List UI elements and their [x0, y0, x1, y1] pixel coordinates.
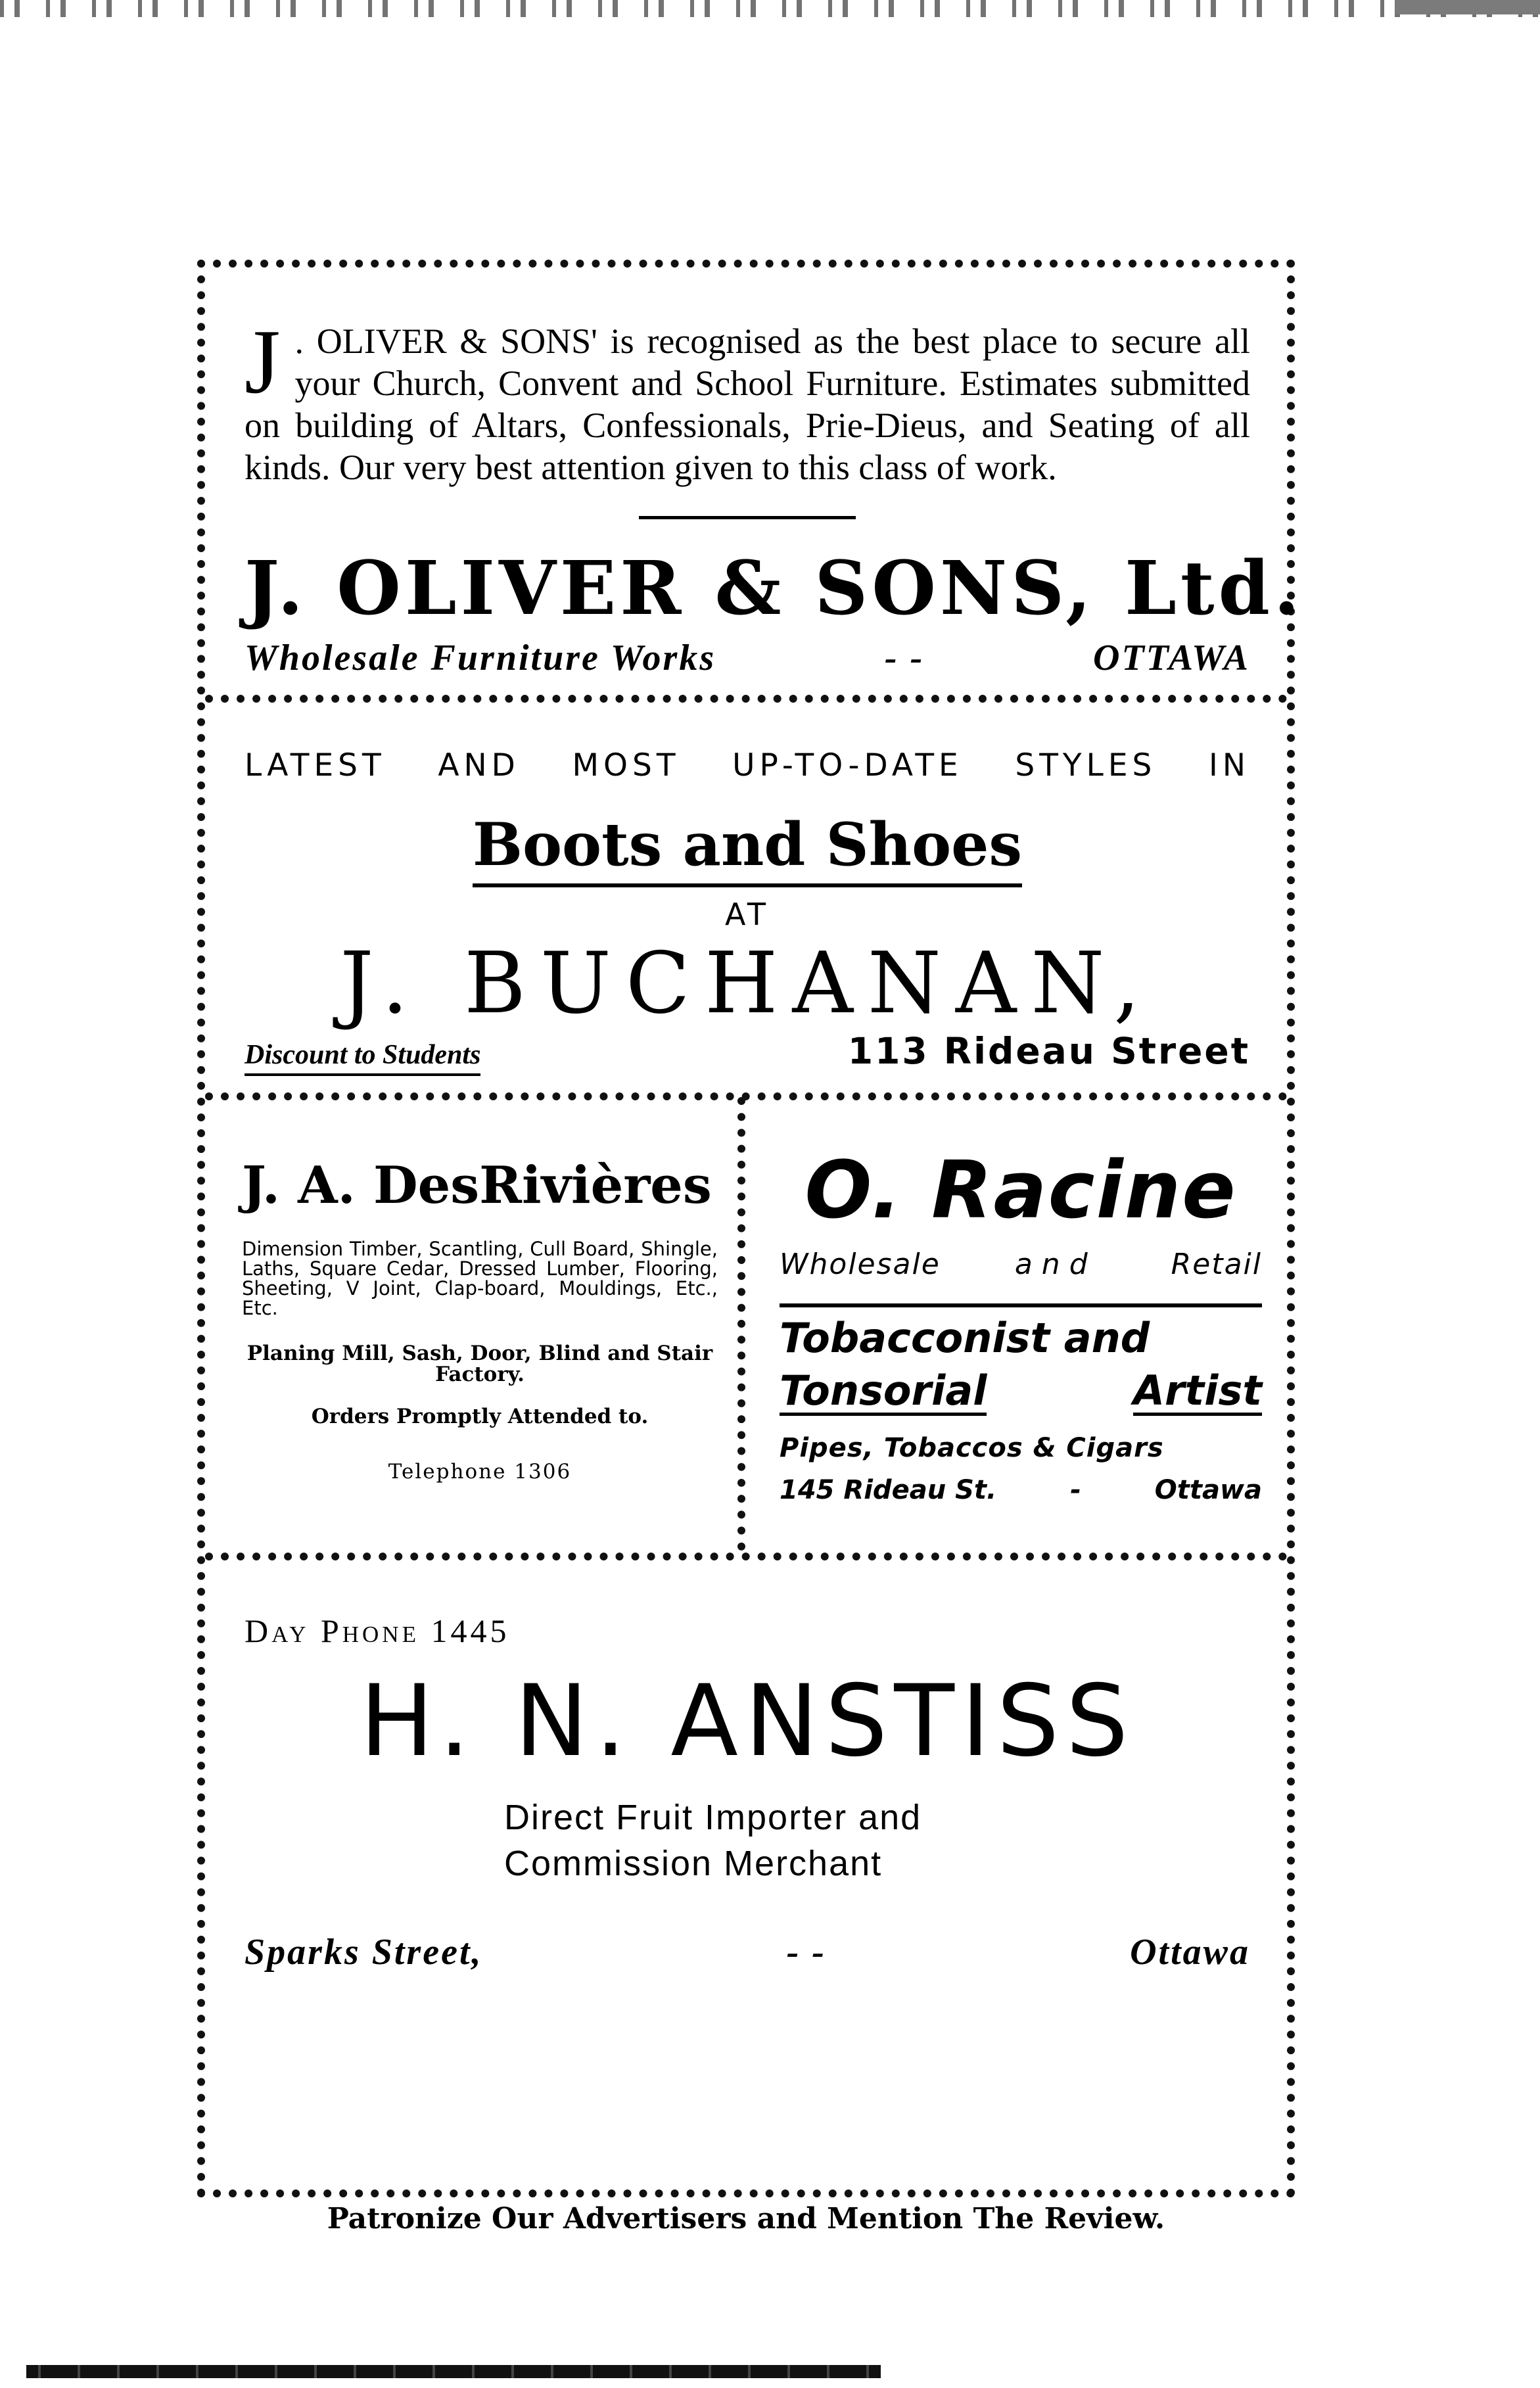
buchanan-headline: Boots and Shoes: [473, 810, 1022, 887]
anstiss-address-row: [245, 1931, 1250, 1973]
oliver-intro-text: . OLIVER & SONS' is recognised as the best place to secure all your Church, Convent and School Furniture. Estimates submitted on building of Altars, Confessionals, Prie-Dieus, and Seating of all kinds. Our very best attention given to this class of work.: [245, 321, 1250, 487]
oliver-subtitle-dash: - -: [884, 638, 925, 678]
buchanan-at: AT: [725, 897, 770, 932]
desrivieres-name: J. A. DesRivières: [242, 1156, 712, 1215]
ad-anstiss: [205, 1612, 1287, 1973]
desrivieres-phone: Telephone 1306: [388, 1460, 572, 1484]
dotted-separator: [205, 1092, 1287, 1100]
racine-artist: Artist: [1133, 1367, 1262, 1415]
styles-word: IN: [1208, 747, 1250, 784]
oliver-subtitle-city: OTTAWA: [1093, 638, 1250, 678]
styles-word: STYLES: [1015, 747, 1157, 784]
racine-subtitle: [780, 1248, 1262, 1281]
buchanan-name: J. BUCHANAN,: [340, 935, 1155, 1033]
oliver-subtitle-left: Wholesale Furniture Works: [245, 638, 716, 678]
racine-tobacconist: Tobacconist and: [780, 1314, 1150, 1362]
oliver-dropcap: J: [245, 311, 281, 413]
scan-edge-bottom: [26, 2365, 881, 2378]
dotted-separator: [205, 1553, 1287, 1560]
ad-racine: [751, 1145, 1295, 1505]
desrivieres-orders: Orders Promptly Attended to.: [311, 1405, 649, 1428]
ad-oliver: [205, 311, 1303, 679]
styles-word: UP-TO-DATE: [732, 747, 963, 784]
anstiss-city: Ottawa: [1130, 1932, 1250, 1973]
buchanan-styles-line: [245, 747, 1250, 784]
anstiss-day-phone: Day Phone 1445: [245, 1612, 510, 1649]
oliver-subtitle: [245, 637, 1250, 679]
racine-dash: -: [1070, 1475, 1081, 1505]
anstiss-street: Sparks Street,: [245, 1932, 483, 1973]
racine-and: and: [1014, 1248, 1097, 1281]
ad-desrivieres: [205, 1152, 731, 1484]
scan-edge-top: [0, 0, 1540, 17]
styles-word: AND: [438, 747, 520, 784]
racine-tonsorial-row: [780, 1369, 1262, 1416]
racine-retail: Retail: [1171, 1248, 1262, 1281]
divider-rule: [639, 516, 856, 519]
desrivieres-mill: Planing Mill, Sash, Door, Blind and Stair Factory.: [246, 1342, 713, 1386]
racine-address-row: [780, 1475, 1262, 1505]
advertisement-frame: [197, 260, 1303, 2197]
footer-note: Patronize Our Advertisers and Mention The Review.: [327, 2202, 1165, 2236]
anstiss-description: [504, 1794, 1250, 1886]
racine-pipes: Pipes, Tobaccos & Cigars: [780, 1433, 1164, 1463]
racine-wholesale: Wholesale: [780, 1248, 941, 1281]
desrivieres-products: Dimension Timber, Scantling, Cull Board, Shingle, Laths, Square Cedar, Dressed Lumber, Flooring, Sheeting, V Joint, Clap-board, Mouldings, Etc., Etc.: [242, 1238, 718, 1319]
styles-word: LATEST: [245, 747, 386, 784]
styles-word: MOST: [572, 747, 680, 784]
anstiss-dash: - -: [786, 1932, 826, 1973]
oliver-intro: [245, 311, 1250, 488]
buchanan-discount: Discount to Students: [245, 1039, 480, 1076]
anstiss-desc-line: Direct Fruit Importer and: [504, 1798, 922, 1837]
oliver-title: J. OLIVER & SONS, Ltd.: [245, 546, 1303, 632]
buchanan-bottom-row: [245, 1030, 1250, 1076]
racine-city: Ottawa: [1154, 1475, 1262, 1505]
buchanan-address: 113 Rideau Street: [847, 1030, 1250, 1072]
anstiss-name: H. N. ANSTISS: [360, 1664, 1135, 1779]
racine-tonsorial: Tonsorial: [780, 1367, 987, 1415]
dotted-column-separator: [737, 1097, 745, 1551]
dotted-separator: [205, 695, 1287, 703]
racine-rule: [780, 1303, 1262, 1307]
ad-buchanan: [205, 747, 1287, 1076]
anstiss-desc-line: Commission Merchant: [504, 1844, 883, 1883]
racine-address: 145 Rideau St.: [780, 1475, 997, 1505]
racine-name: O. Racine: [805, 1145, 1237, 1236]
